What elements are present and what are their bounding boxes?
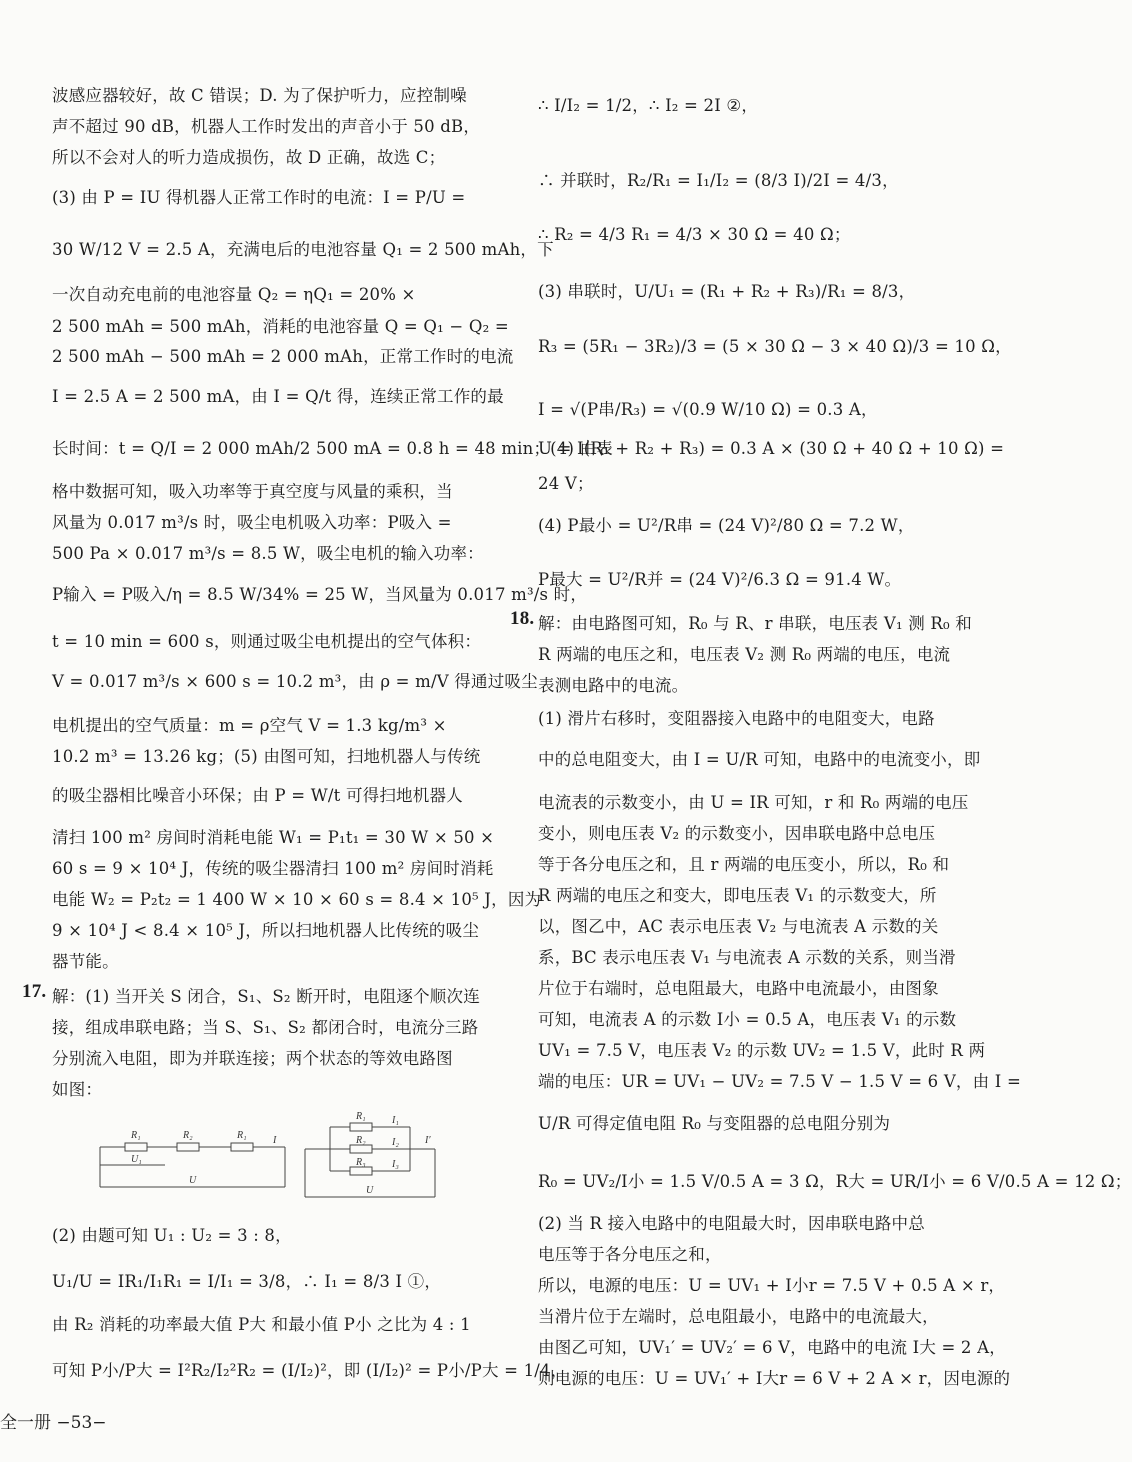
text-line: 由 R₂ 消耗的功率最大值 P大 和最小值 P小 之比为 4 : 1: [52, 1315, 471, 1334]
text-line: R 两端的电压之和变大，即电压表 V₁ 的示数变大，所: [538, 886, 937, 905]
text-line: 10.2 m³ = 13.26 kg；(5) 由图可知，扫地机器人与传统: [52, 747, 481, 766]
parallel-u-label: U: [366, 1185, 374, 1196]
series-u1-label: U₁: [131, 1154, 142, 1165]
text-line: 接，组成串联电路；当 S、S₁、S₂ 都闭合时，电流分三路: [52, 1018, 479, 1037]
text-line: 片位于右端时，总电阻最大，电路中电流最小，由图象: [538, 979, 939, 998]
series-r3-label: R₁: [237, 1130, 247, 1141]
text-line: 解：由电路图可知，R₀ 与 R、r 串联，电压表 V₁ 测 R₀ 和: [538, 614, 972, 633]
text-line: 分别流入电阻，即为并联连接；两个状态的等效电路图: [52, 1049, 453, 1068]
series-i-label: I: [273, 1135, 277, 1146]
text-line: 当滑片位于左端时，总电阻最小，电路中的电流最大，: [538, 1307, 939, 1326]
text-line: 2 500 mAh − 500 mAh = 2 000 mAh，正常工作时的电流: [52, 347, 514, 366]
text-line: 电机提出的空气质量：m = ρ空气 V = 1.3 kg/m³ ×: [52, 716, 447, 735]
text-line: 可知 P小/P大 = I²R₂/I₂²R₂ = (I/I₂)²，即 (I/I₂)² = P小/P大 = 1/4，: [52, 1361, 568, 1380]
text-line: I = √(P串/R₃) = √(0.9 W/10 Ω) = 0.3 A，: [538, 400, 878, 419]
text-line: 格中数据可知，吸入功率等于真空度与风量的乘积，当: [52, 482, 453, 501]
text-line: 如图：: [52, 1080, 103, 1099]
text-line: 声不超过 90 dB，机器人工作时发出的声音小于 50 dB，: [52, 117, 481, 136]
text-line: UV₁ = 7.5 V，电压表 V₂ 的示数 UV₂ = 1.5 V，此时 R 两: [538, 1041, 986, 1060]
parallel-ip-label: I′: [425, 1135, 431, 1146]
series-circuit-diagram: [95, 1125, 295, 1195]
text-line: ∴ R₂ = 4/3 R₁ = 4/3 × 30 Ω = 40 Ω；: [538, 225, 851, 244]
text-line: 由图乙可知，UV₁′ = UV₂′ = 6 V，电路中的电流 I大 = 2 A，: [538, 1338, 1006, 1357]
parallel-circuit-diagram: [300, 1105, 450, 1205]
text-line: 2 500 mAh = 500 mAh，消耗的电池容量 Q = Q₁ − Q₂ =: [52, 317, 509, 336]
text-line: 500 Pa × 0.017 m³/s = 8.5 W，吸尘电机的输入功率：: [52, 544, 484, 563]
question-number-17: 17.: [22, 981, 47, 1002]
text-line: 中的总电阻变大，由 I = U/R 可知，电路中的电流变小，即: [538, 750, 981, 769]
text-line: U₁/U = IR₁/I₁R₁ = I/I₁ = 3/8，∴ I₁ = 8/3 I ①，: [52, 1272, 442, 1291]
text-line: 电流表的示数变小，由 U = IR 可知，r 和 R₀ 两端的电压: [538, 793, 969, 812]
text-line: ∴ I/I₂ = 1/2，∴ I₂ = 2I ②，: [538, 96, 759, 115]
text-line: (3) 由 P = IU 得机器人正常工作时的电流：I = P/U =: [52, 188, 466, 207]
question-number-18: 18.: [510, 608, 535, 629]
text-line: 以，图乙中，AC 表示电压表 V₂ 与电流表 A 示数的关: [538, 917, 939, 936]
text-line: 长时间：t = Q/I = 2 000 mAh/2 500 mA = 0.8 h = 48 min；(4) 由表: [52, 439, 613, 458]
text-line: t = 10 min = 600 s，则通过吸尘电机提出的空气体积：: [52, 632, 482, 651]
text-line: 解：(1) 当开关 S 闭合，S₁、S₂ 断开时，电阻逐个顺次连: [52, 987, 480, 1006]
series-r1-label: R₁: [131, 1130, 141, 1141]
text-line: 系，BC 表示电压表 V₁ 与电流表 A 示数的关系，则当滑: [538, 948, 956, 967]
text-line: 30 W/12 V = 2.5 A，充满电后的电池容量 Q₁ = 2 500 mAh，下: [52, 240, 554, 259]
text-line: 的吸尘器相比噪音小环保；由 P = W/t 可得扫地机器人: [52, 786, 463, 805]
text-line: U/R 可得定值电阻 R₀ 与变阻器的总电阻分别为: [538, 1114, 891, 1133]
text-line: ∴ 并联时，R₂/R₁ = I₁/I₂ = (8/3 I)/2I = 4/3，: [538, 171, 899, 190]
parallel-r1-label: R₁: [356, 1111, 366, 1122]
series-r2-label: R₂: [183, 1130, 193, 1141]
text-line: 所以不会对人的听力造成损伤，故 D 正确，故选 C；: [52, 148, 446, 167]
text-line: R₃ = (5R₁ − 3R₂)/3 = (5 × 30 Ω − 3 × 40 Ω)/3 = 10 Ω，: [538, 337, 1012, 356]
parallel-i1-label: I₁: [392, 1115, 399, 1126]
text-line: 则电源的电压：U = UV₁′ + I大r = 6 V + 2 A × r，因电源的: [538, 1369, 1011, 1388]
text-line: 风量为 0.017 m³/s 时，吸尘电机吸入功率：P吸入 =: [52, 513, 452, 532]
text-line: 可知，电流表 A 的示数 I小 = 0.5 A，电压表 V₁ 的示数: [538, 1010, 957, 1029]
parallel-i2-label: I₂: [392, 1137, 399, 1148]
text-line: 电压等于各分电压之和，: [538, 1245, 722, 1264]
text-line: P最大 = U²/R并 = (24 V)²/6.3 Ω = 91.4 W。: [538, 570, 902, 589]
text-line: U = I(R₁ + R₂ + R₃) = 0.3 A × (30 Ω + 40 Ω + 10 Ω) =: [538, 439, 1005, 458]
text-line: I = 2.5 A = 2 500 mA，由 I = Q/t 得，连续正常工作的最: [52, 387, 504, 406]
text-line: 所以，电源的电压：U = UV₁ + I小r = 7.5 V + 0.5 A × r，: [538, 1276, 1006, 1295]
text-line: 表测电路中的电流。: [538, 676, 689, 695]
text-line: (3) 串联时，U/U₁ = (R₁ + R₂ + R₃)/R₁ = 8/3，: [538, 282, 916, 301]
series-u-label: U: [189, 1175, 197, 1186]
text-line: (1) 滑片右移时，变阻器接入电路中的电阻变大，电路: [538, 709, 935, 728]
text-line: 等于各分电压之和，且 r 两端的电压变小，所以，R₀ 和: [538, 855, 950, 874]
text-line: 一次自动充电前的电池容量 Q₂ = ηQ₁ = 20% ×: [52, 285, 416, 304]
text-line: 器节能。: [52, 952, 119, 971]
text-line: R 两端的电压之和，电压表 V₂ 测 R₀ 两端的电压，电流: [538, 645, 951, 664]
text-line: 60 s = 9 × 10⁴ J，传统的吸尘器清扫 100 m² 房间时消耗: [52, 859, 494, 878]
text-line: V = 0.017 m³/s × 600 s = 10.2 m³，由 ρ = m/V 得通过吸尘: [52, 672, 538, 691]
text-line: R₀ = UV₂/I小 = 1.5 V/0.5 A = 3 Ω，R大 = UR/I小 = 6 V/0.5 A = 12 Ω；: [538, 1172, 1132, 1191]
parallel-i3-label: I₃: [392, 1159, 399, 1170]
text-line: 清扫 100 m² 房间时消耗电能 W₁ = P₁t₁ = 30 W × 50 ×: [52, 828, 495, 847]
text-line: 端的电压：UR = UV₁ − UV₂ = 7.5 V − 1.5 V = 6 V，由 I =: [538, 1072, 1021, 1091]
text-line: P输入 = P吸入/η = 8.5 W/34% = 25 W，当风量为 0.017 m³/s 时，: [52, 585, 588, 604]
parallel-r3-label: R₃: [356, 1157, 366, 1168]
text-line: 24 V；: [538, 474, 594, 493]
text-line: 变小，则电压表 V₂ 的示数变小，因串联电路中总电压: [538, 824, 936, 843]
text-line: 电能 W₂ = P₂t₂ = 1 400 W × 10 × 60 s = 8.4 × 10⁵ J，因为: [52, 890, 542, 909]
page-footer: 全一册 −53−: [0, 1413, 107, 1433]
text-line: (2) 当 R 接入电路中的电阻最大时，因串联电路中总: [538, 1214, 925, 1233]
text-line: (2) 由题可知 U₁ : U₂ = 3 : 8，: [52, 1226, 292, 1245]
text-line: 9 × 10⁴ J < 8.4 × 10⁵ J，所以扫地机器人比传统的吸尘: [52, 921, 480, 940]
parallel-r2-label: R₂: [356, 1135, 366, 1146]
text-line: 波感应器较好，故 C 错误；D. 为了保护听力，应控制噪: [52, 86, 467, 105]
text-line: (4) P最小 = U²/R串 = (24 V)²/80 Ω = 7.2 W，: [538, 516, 915, 535]
